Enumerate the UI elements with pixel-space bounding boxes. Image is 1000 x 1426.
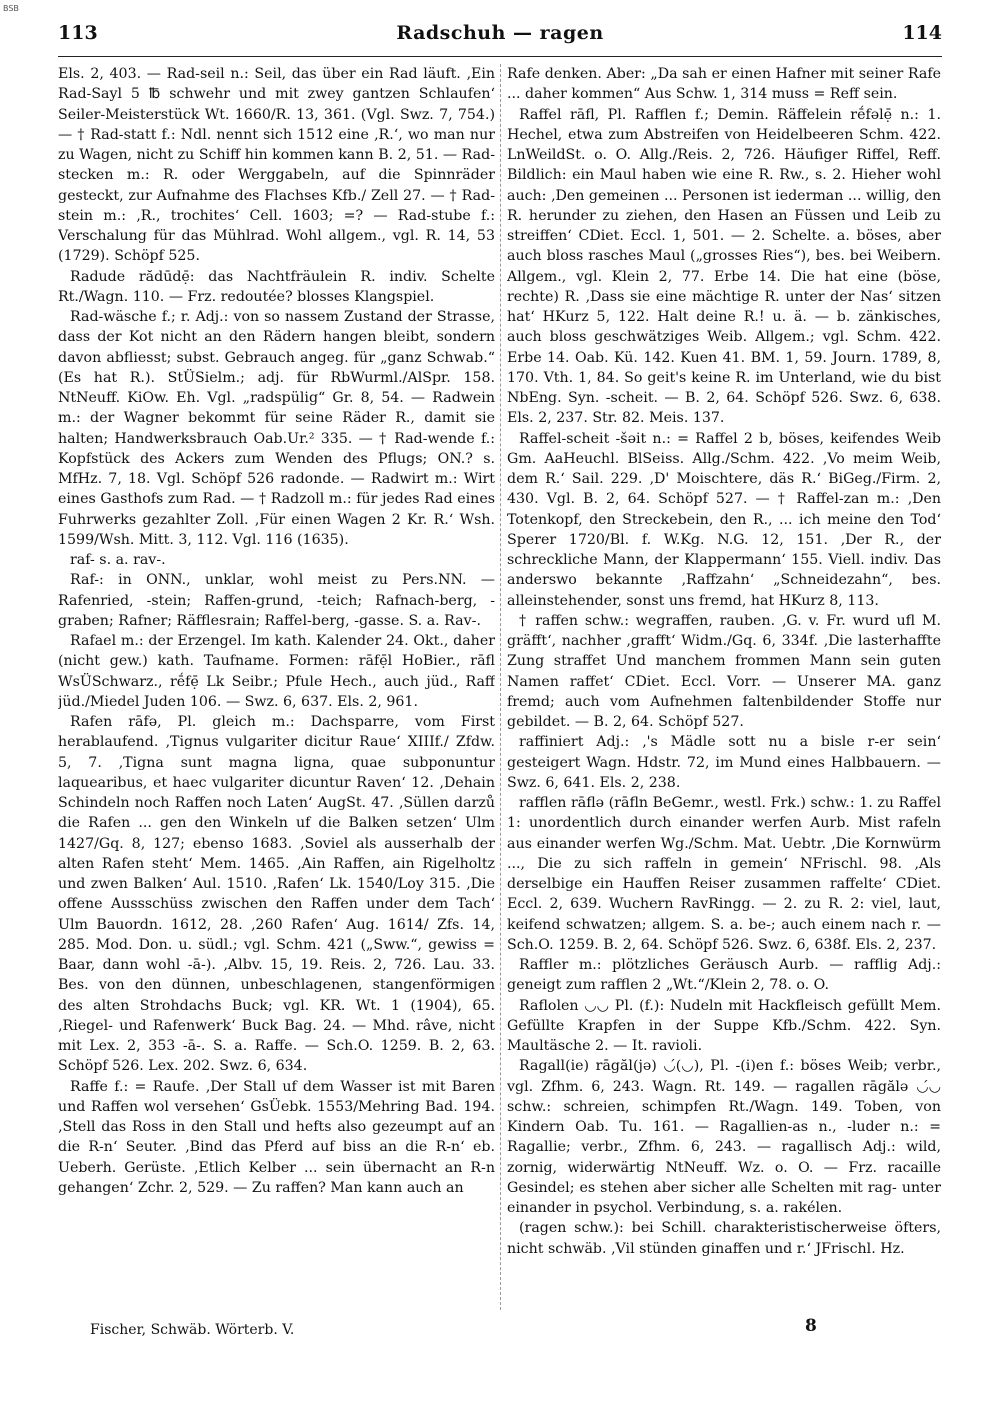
signature-line: Fischer, Schwäb. Wörterb. V.	[90, 1322, 295, 1338]
dictionary-entry: Raf-: in ONN., unklar, wohl meist zu Pers.NN. — Rafenried, -stein; Raffen-grund, -teich; Rafnach-berg, -graben; Rafner; Räfflesrain; Raffel-berg, -gasse. S. a. Rav-.	[58, 572, 495, 629]
column-divider	[500, 64, 501, 1310]
header-rule	[58, 56, 942, 57]
dictionary-entry: raffiniert Adj.: ‚'s Mädle sott nu a bisle r-er sein‘ gesteigert Wagn. Hdstr. 72, im Mund eines Halbbauern. — Swz. 6, 641. Els. 2, 238.	[507, 734, 941, 791]
dictionary-entry: Raffel-scheit -šəit n.: = Raffel 2 b, böses, keifendes Weib Gm. AaHeuchl. BlSeiss. Allg./Schm. 422. ‚Vo meim Weib, dem R.‘ Sail. 229. ‚D' Moischtere, däs R.‘ BiGeg./Firm. 2, 430. Vgl. B. 2, 64. Schöpf 527. — † Raffel-zan m.: ‚Den Totenkopf, den Streckebein, den R., ... ich meine den Tod‘ Sperer 1720/Bl. f. W.Kg. N.G. 12, 151. ‚Der R., der schreckliche Mann, der Klappermann‘ 155. Viell. indiv. Das anderswo bekannte ‚Raffzahn‘ „Schneidezahn“, bes. alleinstehender, sonst uns fremd, hat HKurz 8, 113.	[507, 430, 941, 609]
dictionary-entry: Raffel rāfl, Pl. Rafflen f.; Demin. Räffelein rḗfəlẹ̄ n.: 1. Hechel, etwa zum Abstreifen von Heidelbeeren Schm. 422. LnWeildSt. o. O. Allg./Reis. 2, 726. Häufiger Riffel, Reff. Bildlich: ein Maul haben wie eine R. Rw., s. 2. Hieher wohl auch: ‚Den gemeinen ... Personen ist iederman ... willig, den R. herunder zu ziehen, den Hasen an Füssen und Leib zu streiffen‘ CDiet. Eccl. 1, 501. — 2. Schelte. a. böses, aber auch bloss rasches Maul („grosses Ries“), bes. bei Weibern. Allgem., vgl. Klein 2, 77. Erbe 14. Die hat eine (böse, rechte) R. ‚Dass sie eine mächtige R. unter der Nas‘ sitzen hat‘ HKurz 5, 122. Halt deine R.! u. ä. — b. zänkisches, auch bloss geschwätziges Weib. Allgem.; vgl. Schm. 422. Erbe 14. Oab. Kü. 142. Kuen 41. BM. 1, 59. Journ. 1789, 8, 170. Vth. 1, 84. So geit's keine R. im Unterland, wie du bist NbEng. Syn. -scheit. — B. 2, 64. Schöpf 526. Swz. 6, 638. Els. 2, 237. Str. 82. Meis. 137.	[507, 106, 941, 427]
dictionary-entry: Raffe f.: = Raufe. ‚Der Stall uf dem Wasser ist mit Baren und Raffen wol versehen‘ GsÜebk. 1553/Mehring Bad. 194. ‚Stell das Ross in den Stall und hefts also gezeumpt auf an die R-n‘ Seuter. ‚Bind das Pferd auf biss an die R-n‘ eb. Ueberh. Gerüste. ‚Etlich Kelber ... sein übernacht an R-n gehangen‘ Zchr. 2, 529. — Zu raffen? Man kann auch an	[58, 1078, 495, 1196]
dictionary-entry: Raffler m.: plötzliches Geräusch Aurb. — rafflig Adj.: geneigt zum rafflen 2 „Wt.“/Klein 2, 78. o. O.	[507, 957, 941, 994]
dictionary-entry: Rafael m.: der Erzengel. Im kath. Kalender 24. Okt., daher (nicht gew.) kath. Taufname. Formen: rāfẹ̄l HoBier., rāfl WsÜSchwarz., rḗfẹ̄ Lk Seibr.; Pfule Hech., auch jüd., Raff jüd./Miedel Juden 106. — Swz. 6, 637. Els. 2, 961.	[58, 633, 495, 710]
dictionary-entry: Rafen rāfə, Pl. gleich m.: Dachsparre, vom First herablaufend. ‚Tignus vulgariter dicitur Raue‘ XIIIf./ Zfdw. 5, 7. ‚Tigna sunt magna ligna, quae subponuntur laquearibus, et haec vulgariter dicuntur Raven‘ 12. ‚Dehain Schindeln noch Raffen noch Laten‘ AugSt. 47. ‚Süllen darzů die Rafen ... gen den Winkeln uf die Balken setzen‘ Ulm 1427/Gq. 8, 127; ebenso 1683. ‚Soviel als ausserhalb der alten Rafen steht‘ Mem. 1465. ‚Ain Raffen, ain Rigelholtz und zwen Balken‘ Aul. 1510. ‚Rafen‘ Lk. 1540/Loy 315. ‚Die offene Aussschüss zwischen den Raffen under dem Tach‘ Ulm Bauordn. 1612, 28. ‚260 Rafen‘ Aug. 1614/ Zfs. 14, 285. Mod. Don. u. südl.; vgl. Schm. 421 („Sww.“, gewiss = Baar, dann wohl -ā-). ‚Albv. 15, 19. Reis. 2, 726. Lau. 33. Bes. von den dünnen, unbeschlagenen, stangenförmigen des alten Strohdachs Buck; vgl. KR. Wt. 1 (1904), 65. ‚Riegel- und Rafenwerk‘ Buck Bag. 24. — Mhd. râve, nicht mit Lex. 2, 353 -ā-. S. a. Raffe. — Sch.O. 1259. B. 2, 63. Schöpf 526. Lex. 202. Swz. 6, 634.	[58, 714, 495, 1075]
page-number-left: 113	[58, 22, 98, 44]
page-number-right: 114	[902, 22, 942, 44]
dictionary-entry: † raffen schw.: wegraffen, rauben. ‚G. v. Fr. wurd ufl M. gräfft‘, nachher ‚grafft‘ Widm./Gq. 6, 334f. ‚Die lasterhaffte Zung straffet Und manchem frommen Mann sein guten Namen raffet‘ CDiet. Eccl. Vorr. — Unserer MA. ganz fremd; auch vom Aufnehmen faltenbildender Stoffe nur gebildet. — B. 2, 64. Schöpf 527.	[507, 612, 941, 730]
entry-continuation: Rafe denken. Aber: „Da sah er einen Hafner mit seiner Rafe ... daher kommen“ Aus Schw. 1, 314 muss = Reff sein.	[507, 66, 941, 103]
dictionary-entry: Rad-wäsche f.; r. Adj.: von so nassem Zustand der Strasse, dass der Kot nicht an den Rädern hangen bleibt, sondern davon abfliesst; subst. Gebrauch angeg. für „ganz Schwab.“ (Es hat R.). StÜSielm.; adj. für RbWurml./AlSpr. 158. NtNeuff. KiOw. Eh. Vgl. „radspülig“ Gr. 8, 54. — Radwein m.: der Wagner bekommt für seine Räder R., damit sie halten; Handwerksbrauch Oab.Ur.² 335. — † Rad-wende f.: Kopfstück des Ackers zum Wenden des Pflugs; ON.? s. MfHz. 7, 18. Vgl. Schöpf 526 radonde. — Radwirt m.: Wirt eines Gasthofs zum Rad. — † Radzoll m.: für jedes Rad eines Fuhrwerks gezahlter Zoll. ‚Für einen Wagen 2 Kr. R.‘ Wsh. 1599/Wsh. Mitt. 3, 112. Vgl. 116 (1635).	[58, 309, 495, 548]
dictionary-entry: raf- s. a. rav-.	[70, 552, 166, 568]
left-column	[58, 64, 495, 1310]
dictionary-entry: Radude rădūdẹ̄: das Nachtfräulein R. indiv. Schelte Rt./Wagn. 110. — Frz. redoutée? blosses Klangspiel.	[58, 268, 495, 305]
dictionary-entry: Ragall(ie) rāgăl(jə) ◡́(◡), Pl. -(i)en f.: böses Weib; verbr., vgl. Zfhm. 6, 243. Wagn. Rt. 149. — ragallen rāgălə ◡́◡ schw.: schreien, schimpfen Rt./Wagn. 149. Toben, von Kindern Oab. Tu. 161. — Ragallien-as n., -luder n.: = Ragallie; verbr., Zfhm. 6, 243. — ragallisch Adj.: wild, zornig, widerwärtig NtNeuff. Wz. o. O. — Frz. racaille Gesindel; es stehen aber sicher alle Schelten mit rag- unter einander in psychol. Verbindung, s. a. rakélen.	[507, 1058, 941, 1216]
dictionary-entry: (ragen schw.): bei Schill. charakteristischerweise öfters, nicht schwäb. ‚Vil stünden ginaffen und r.‘ JFrischl. Hz.	[507, 1220, 941, 1257]
library-stamp: BSB	[3, 4, 19, 13]
dictionary-entry: rafflen rāflə (rāfln BeGemr., westl. Frk.) schw.: 1. zu Raffel 1: unordentlich durch einander werfen Aurb. Mist rafeln aus einander werfen Wg./Schm. Mat. Uebtr. ‚Die Kornwürm ..., Die zu sich raffeln in gemein‘ NFrischl. 98. ‚Als derselbige ein Hauffen Reiser zusammen raffelte‘ CDiet. Eccl. 2, 639. Wuchern RavRingg. — 2. zu R. 2: viel, laut, keifend schwatzen; allgem. S. a. be-; auch einem nach r. — Sch.O. 1259. B. 2, 64. Schöpf 526. Swz. 6, 638f. Els. 2, 237.	[507, 795, 941, 953]
sheet-number: 8	[805, 1316, 817, 1336]
dictionary-entry: Raflolen ◡◡ Pl. (f.): Nudeln mit Hackfleisch gefüllt Mem. Gefüllte Krapfen in der Suppe Kfb./Schm. 422. Syn. Maultäsche 2. — It. ravioli.	[507, 997, 941, 1054]
page-header	[58, 22, 942, 50]
page-title: Radschuh — ragen	[396, 22, 604, 44]
right-column	[507, 64, 941, 1310]
entry-continuation: Els. 2, 403. — Rad-seil n.: Seil, das über ein Rad läuft. ‚Ein Rad-Sayl 5 ℔ schwehr und mit zwey gantzen Schlaufen‘ Seiler-Meisterstück Wt. 1660/R. 13, 361. (Vgl. Swz. 7, 754.) — † Rad-statt f.: Ndl. nennt sich 1512 eine ‚R.‘, wo man nur zu Wagen, nicht zu Schiff hin kommen kann B. 2, 51. — Rad-stecken m.: R. oder Werggabeln, auf die Spinnräder gesteckt, zur Aufnahme des Flachses Kfb./ Zell 27. — † Rad-stein m.: ‚R., trochites‘ Cell. 1603; =? — Rad-stube f.: Verschalung für das Mühlrad. Wohl allgem., vgl. R. 14, 53 (1729). Schöpf 525.	[58, 66, 495, 265]
